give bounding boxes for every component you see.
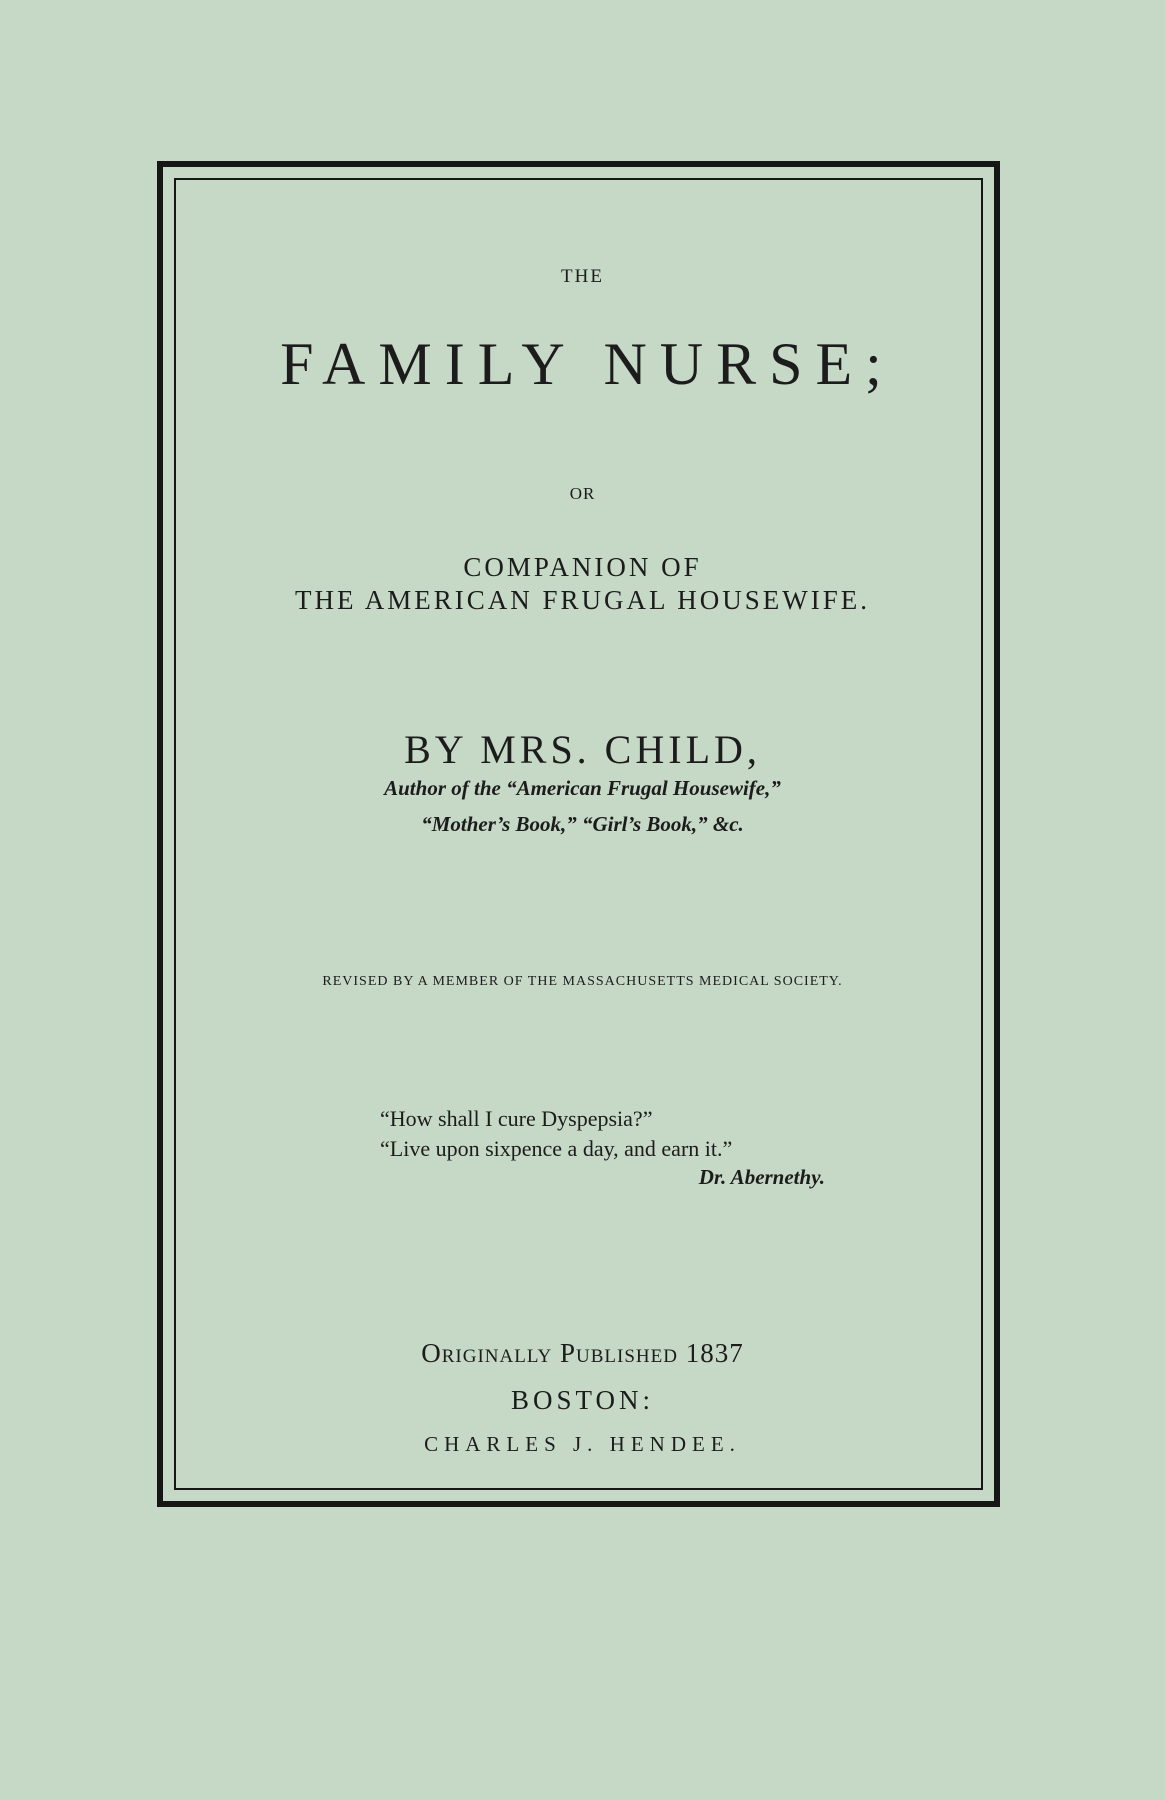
author-credits-line-2: “Mother’s Book,” “Girl’s Book,” &c. xyxy=(421,812,744,836)
epigraph-line-1: “How shall I cure Dyspepsia?” xyxy=(380,1106,653,1131)
title-article: THE xyxy=(561,266,604,287)
author-credits-line-1: Author of the “American Frugal Housewife,” xyxy=(384,776,781,800)
book-title: FAMILY NURSE; xyxy=(280,331,895,397)
publisher-name: CHARLES J. HENDEE. xyxy=(424,1432,741,1456)
publication-city: BOSTON: xyxy=(510,1385,655,1415)
title-conjunction: OR xyxy=(569,484,596,503)
subtitle-line-1: COMPANION OF xyxy=(463,552,702,582)
revision-note: REVISED BY A MEMBER OF THE MASSACHUSETTS MEDICAL SOCIETY. xyxy=(322,974,843,989)
author-line: BY MRS. CHILD, xyxy=(404,727,761,772)
epigraph-line-2: “Live upon sixpence a day, and earn it.” xyxy=(380,1136,733,1161)
epigraph-attribution: Dr. Abernethy. xyxy=(698,1165,825,1189)
subtitle-line-2: THE AMERICAN FRUGAL HOUSEWIFE. xyxy=(295,585,870,615)
publication-note: Originally Published 1837 xyxy=(421,1338,744,1368)
